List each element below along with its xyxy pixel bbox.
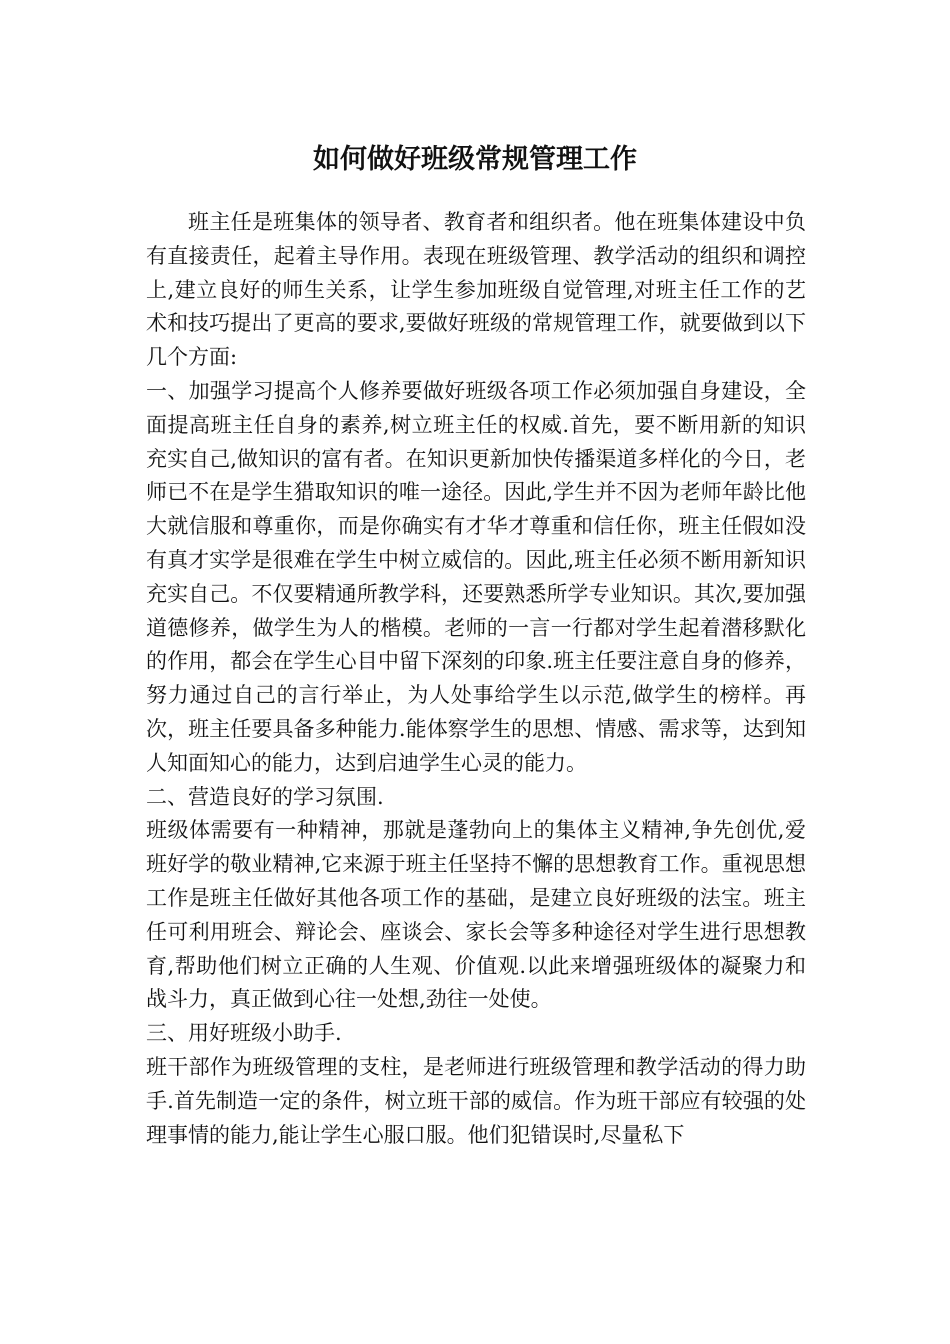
heading-section-2: 二、营造良好的学习氛围. — [146, 784, 384, 809]
paragraph-section-2: 班级体需要有一种精神，那就是蓬勃向上的集体主义精神,争先创优,爱班好学的敬业精神,它来源于班主任坚持不懈的思想教育工作。重视思想工作是班主任做好其他各项工作的基础，是建立良好班级的法宝。班主任可利用班会、辩论会、座谈会、家长会等多种途径对学生进行思想教育,帮助他们树立正确的人生观、价值观.以此来增强班级体的凝聚力和战斗力，真正做到心往一处想,劲往一处使。 — [146, 818, 806, 1012]
paragraph-section-3: 班干部作为班级管理的支柱，是老师进行班级管理和教学活动的得力助手.首先制造一定的条件，树立班干部的威信。作为班干部应有较强的处理事情的能力,能让学生心服口服。他们犯错误时,尽量私下 — [146, 1054, 806, 1147]
paragraph-intro: 班主任是班集体的领导者、教育者和组织者。他在班集体建设中负有直接责任，起着主导作用。表现在班级管理、教学活动的组织和调控上,建立良好的师生关系，让学生参加班级自觉管理,对班主任工作的艺术和技巧提出了更高的要求,要做好班级的常规管理工作，就要做到以下几个方面: — [146, 210, 806, 370]
document-title: 如何做好班级常规管理工作 — [313, 144, 637, 175]
heading-section-3: 三、用好班级小助手. — [146, 1021, 342, 1046]
document-body — [146, 206, 806, 1152]
paragraph-section-1: 一、加强学习提高个人修养要做好班级各项工作必须加强自身建设，全面提高班主任自身的素养,树立班主任的权威.首先，要不断用新的知识充实自己,做知识的富有者。在知识更新加快传播渠道多样化的今日，老师已不在是学生猎取知识的唯一途径。因此,学生并不因为老师年龄比他大就信服和尊重你，而是你确实有才华才尊重和信任你，班主任假如没有真才实学是很难在学生中树立威信的。因此,班主任必须不断用新知识充实自己。不仅要精通所教学科，还要熟悉所学专业知识。其次,要加强道德修养，做学生为人的楷模。老师的一言一行都对学生起着潜移默化的作用，都会在学生心目中留下深刻的印象.班主任要注意自身的修养，努力通过自己的言行举止，为人处事给学生以示范,做学生的榜样。再次，班主任要具备多种能力.能体察学生的思想、情感、需求等，达到知人知面知心的能力，达到启迪学生心灵的能力。 — [146, 378, 806, 775]
